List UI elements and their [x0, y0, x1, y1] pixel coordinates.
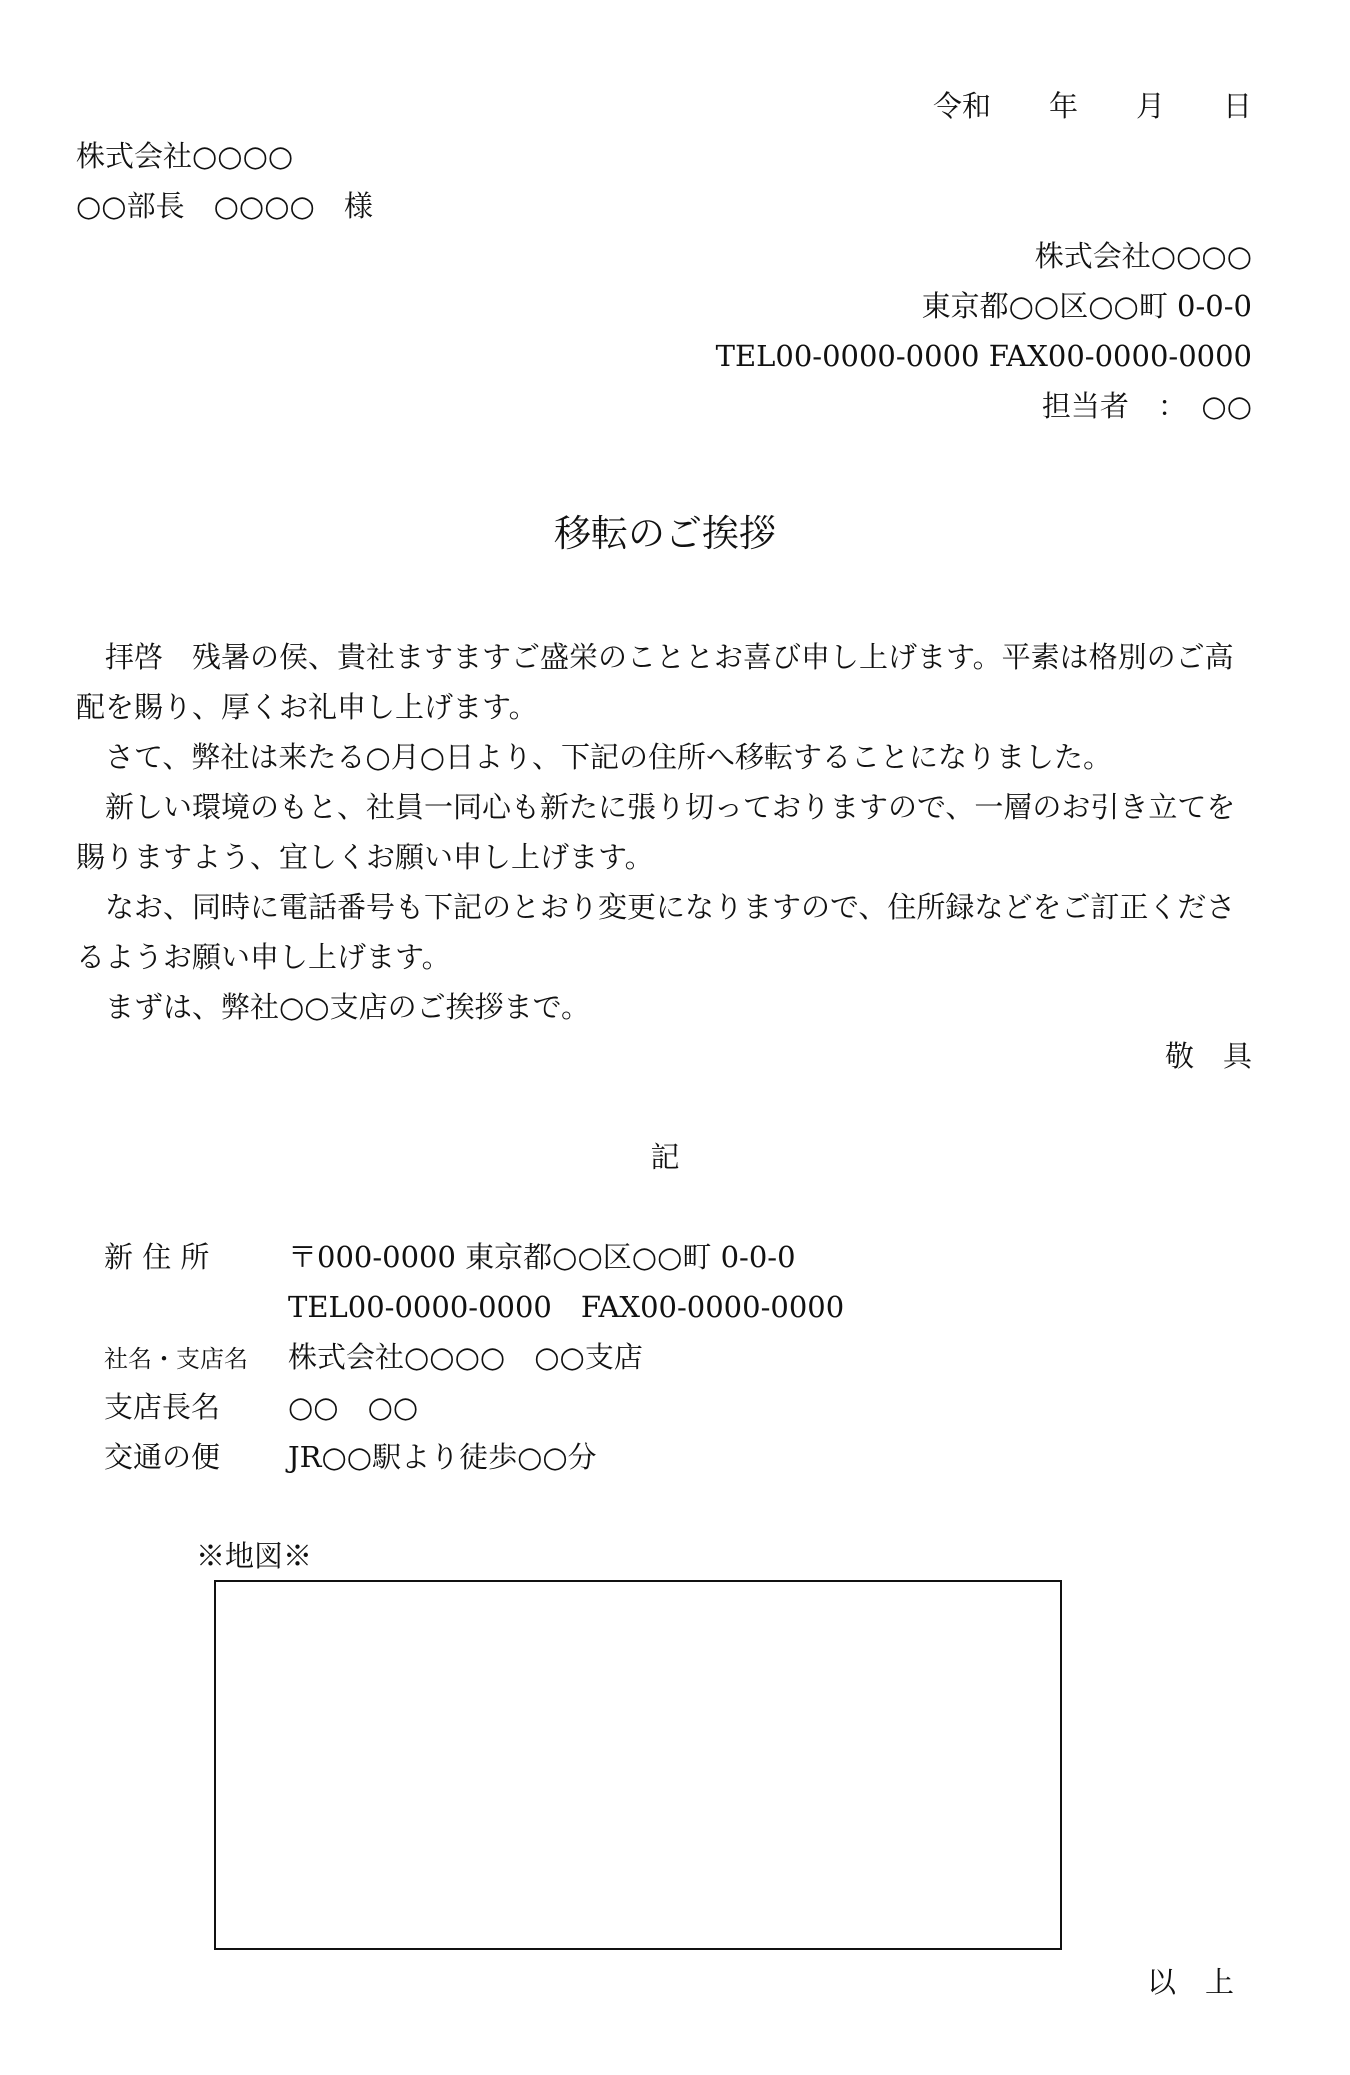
- recipient-company: 株式会社○○○○: [76, 139, 294, 173]
- sender-contact: TEL00-0000-0000 FAX00-0000-0000: [715, 339, 1252, 373]
- manager-value: ○○ ○○: [288, 1390, 419, 1424]
- access-value: JR○○駅より徒歩○○分: [288, 1440, 597, 1474]
- letter-body: [76, 632, 1252, 1032]
- address-value: 〒000-0000 東京都○○区○○町 0-0-0: [288, 1240, 796, 1274]
- recipient-person: ○○部長 ○○○○ 様: [76, 189, 373, 223]
- sender-company: 株式会社○○○○: [1034, 239, 1252, 273]
- body-paragraph-3: 新しい環境のもと、社員一同心も新たに張り切っておりますので、一層のお引き立てを賜りますよう、宜しくお願い申し上げます。: [76, 790, 1236, 874]
- closing: 敬 具: [1164, 1039, 1252, 1073]
- company-name-value: 株式会社○○○○ ○○支店: [288, 1340, 643, 1374]
- end-mark: 以 上: [1146, 1965, 1234, 1999]
- page-title: 移転のご挨拶: [554, 512, 776, 555]
- access-label: 交通の便: [104, 1440, 221, 1474]
- body-paragraph-2: さて、弊社は来たる○月○日より、下記の住所へ移転することになりました。: [105, 740, 1113, 774]
- manager-label: 支店長名: [104, 1390, 221, 1424]
- phone-value: TEL00-0000-0000 FAX00-0000-0000: [288, 1290, 845, 1324]
- sender-person: 担当者 ： ○○: [1041, 389, 1252, 423]
- body-paragraph-4: なお、同時に電話番号も下記のとおり変更になりますので、住所録などをご訂正くださるようお願い申し上げます。: [76, 890, 1236, 974]
- sender-address: 東京都○○区○○町 0-0-0: [921, 289, 1252, 323]
- body-paragraph-1: 拝啓 残暑の侯、貴社ますますご盛栄のこととお喜び申し上げます。平素は格別のご高配を賜り、厚くお礼申し上げます。: [76, 640, 1234, 724]
- company-name-label: 社名・支店名: [104, 1345, 248, 1373]
- record-heading: 記: [650, 1140, 680, 1174]
- map-label: ※地図※: [196, 1539, 313, 1573]
- map-box: [214, 1580, 1062, 1950]
- address-label: 新 住 所: [104, 1240, 210, 1274]
- body-paragraph-5: まずは、弊社○○支店のご挨拶まで。: [105, 990, 591, 1024]
- date: 令和 年 月 日: [932, 89, 1252, 123]
